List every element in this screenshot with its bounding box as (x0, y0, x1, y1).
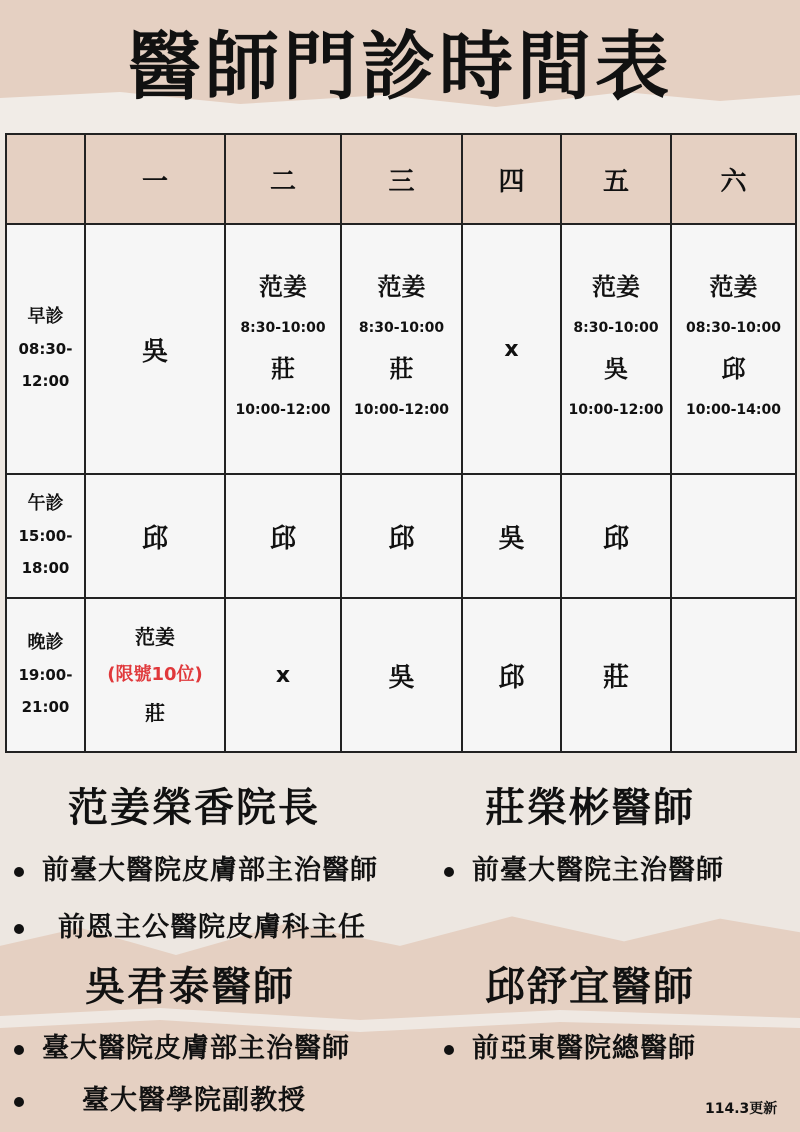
doctor-label: 邱 (388, 523, 415, 554)
slot-time: 10:00-14:00 (686, 402, 781, 418)
doctor-name-wu: 吳君泰醫師 (85, 964, 295, 1010)
period-cell-morning (6, 224, 85, 474)
cell-afternoon-thu (462, 474, 561, 598)
day-header-wed: 三 (341, 134, 462, 224)
doctor-label: 邱 (141, 523, 168, 554)
doctor-label: 吳 (498, 523, 525, 554)
doctor-label: 范姜 (135, 625, 175, 649)
credential-item (14, 905, 366, 944)
cell-morning-fri (561, 224, 671, 474)
period-time-start: 15:00- (18, 527, 73, 545)
period-name: 早診 (27, 306, 64, 327)
cell-afternoon-mon (85, 474, 225, 598)
credential-item (444, 848, 724, 887)
page-title: 醫師門診時間表 (127, 24, 673, 110)
day-header-tue: 二 (225, 134, 341, 224)
doctor-label: 吳 (604, 355, 628, 383)
cell-morning-thu (462, 224, 561, 474)
doctor-label: 莊 (271, 355, 295, 383)
quota-note: (限號10位) (107, 664, 203, 685)
cell-morning-mon (85, 224, 225, 474)
cell-evening-mon (85, 598, 225, 752)
doctor-label: 莊 (602, 662, 629, 693)
credential-text: 前亞東醫院總醫師 (472, 1033, 696, 1064)
table-row-morning (6, 224, 796, 474)
period-name: 晚診 (27, 632, 64, 653)
cell-afternoon-fri (561, 474, 671, 598)
doctor-label: 范姜 (592, 273, 640, 301)
slot-time: 10:00-12:00 (235, 402, 331, 418)
credential-item (14, 1078, 306, 1117)
day-header-sat: 六 (671, 134, 796, 224)
updated-note: 114.3更新 (705, 1101, 778, 1117)
doctor-label: 邱 (269, 523, 296, 554)
credential-item (14, 848, 378, 887)
doctor-label: 吳 (141, 336, 168, 367)
cell-morning-tue (225, 224, 341, 474)
bullet-dot-icon (444, 867, 454, 877)
doctor-name-qiu: 邱舒宜醫師 (485, 964, 695, 1010)
doctor-label: 莊 (145, 701, 165, 725)
slot-time: 8:30-10:00 (240, 320, 326, 336)
period-cell-evening (6, 598, 85, 752)
cell-evening-sat (671, 598, 796, 752)
cell-evening-fri (561, 598, 671, 752)
cell-afternoon-sat (671, 474, 796, 598)
credential-text: 前臺大醫院主治醫師 (472, 855, 724, 886)
doctor-label: 范姜 (377, 273, 426, 301)
bullet-dot-icon (14, 867, 24, 877)
bullet-dot-icon (14, 924, 24, 934)
day-header-mon: 一 (85, 134, 225, 224)
header-corner-cell (6, 134, 85, 224)
slot-time: 08:30-10:00 (686, 320, 781, 336)
bullet-dot-icon (14, 1097, 24, 1107)
doctor-label: 吳 (388, 662, 415, 693)
credential-text: 臺大醫學院副教授 (82, 1085, 306, 1116)
period-time-start: 19:00- (18, 666, 73, 684)
slot-time: 8:30-10:00 (358, 320, 445, 336)
slot-time: 10:00-12:00 (354, 402, 449, 418)
period-time-end: 12:00 (21, 372, 70, 390)
cell-afternoon-wed (341, 474, 462, 598)
schedule-table (5, 133, 797, 753)
table-row-evening (6, 598, 796, 752)
doctor-label: 莊 (389, 355, 414, 383)
doctor-name-zhuang: 莊榮彬醫師 (485, 785, 695, 831)
table-header-row (6, 134, 796, 224)
doctor-label: 邱 (498, 662, 525, 693)
period-time-end: 18:00 (21, 559, 70, 577)
day-header-thu: 四 (462, 134, 561, 224)
period-name: 午診 (27, 493, 64, 514)
slot-time: 8:30-10:00 (573, 320, 659, 336)
period-time-end: 21:00 (21, 698, 70, 716)
cell-evening-wed (341, 598, 462, 752)
bullet-dot-icon (14, 1045, 24, 1055)
credential-text: 前恩主公醫院皮膚科主任 (58, 912, 366, 943)
credential-text: 前臺大醫院皮膚部主治醫師 (42, 855, 378, 886)
day-header-fri: 五 (561, 134, 671, 224)
period-time-start: 08:30- (18, 340, 73, 358)
slot-time: 10:00-12:00 (568, 402, 664, 418)
credential-item (14, 1026, 350, 1065)
period-cell-afternoon (6, 474, 85, 598)
cell-morning-wed (341, 224, 462, 474)
doctor-name-fanjiang: 范姜榮香院長 (68, 785, 320, 831)
credential-item (444, 1026, 696, 1065)
closed-mark: x (275, 662, 291, 688)
credential-text: 臺大醫院皮膚部主治醫師 (42, 1033, 350, 1064)
cell-morning-sat (671, 224, 796, 474)
bullet-dot-icon (444, 1045, 454, 1055)
cell-evening-thu (462, 598, 561, 752)
table-row-afternoon (6, 474, 796, 598)
doctor-label: 范姜 (259, 273, 307, 301)
closed-mark: x (504, 336, 519, 362)
doctor-label: 邱 (721, 355, 746, 383)
cell-evening-tue (225, 598, 341, 752)
cell-afternoon-tue (225, 474, 341, 598)
doctor-label: 邱 (602, 523, 629, 554)
doctor-label: 范姜 (709, 273, 758, 301)
